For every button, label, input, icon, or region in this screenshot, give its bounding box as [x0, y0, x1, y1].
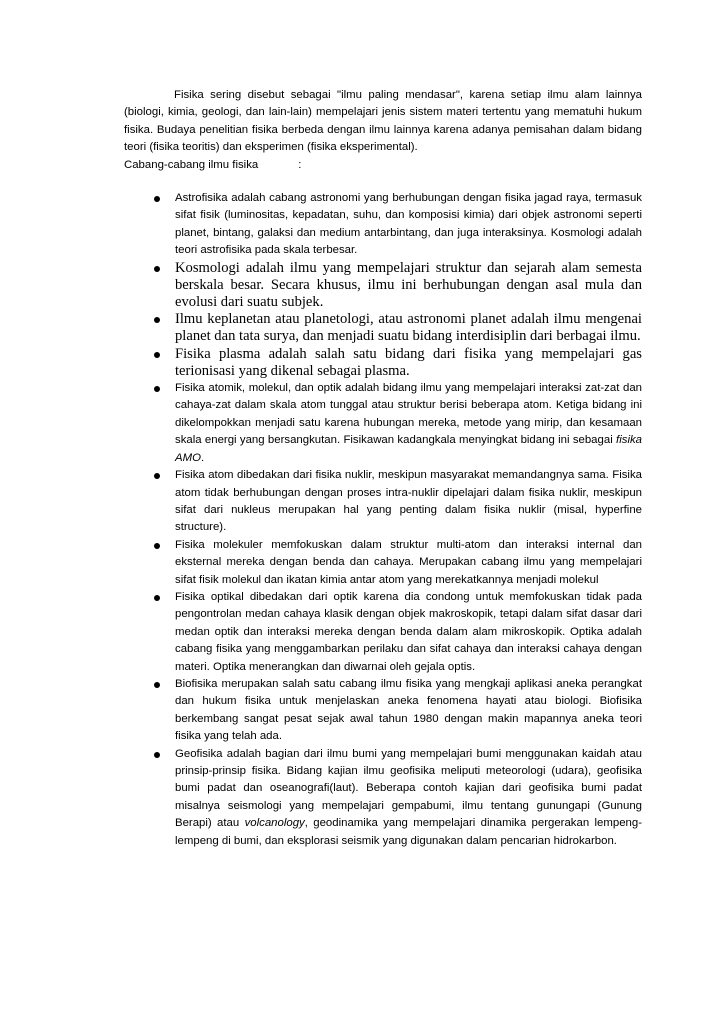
intro-section [124, 87, 642, 157]
branches-heading [124, 157, 642, 174]
list-item-text: Ilmu keplanetan atau planetologi, atau astronomi planet adalah ilmu mengenai planet dan tata surya, dan menjadi suatu bidang interdisiplin dari berbagai ilmu. [175, 311, 642, 345]
list-item-text: Fisika optikal dibedakan dari optik karena dia condong untuk memfokuskan tidak pada pengontrolan medan cahaya klasik dengan objek makroskopik, tetapi dalam sifat dasar dari medan optik dan interaksi mereka dengan benda dalam alam mikroskopik. Optika adalah cabang fisika yang menggambarkan perilaku dan sifat cahaya dan interaksi cahaya dengan materi. Optika menerangkan dan diwarnai oleh gejala optis. [175, 590, 642, 673]
bullet-icon [154, 386, 160, 392]
branches-colon: : [298, 158, 302, 171]
list-item-text: Astrofisika adalah cabang astronomi yang berhubungan dengan fisika jagad raya, termasuk sifat fisik (luminositas, kepadatan, suhu, dan komposisi kimia) dari objek astronomi seperti planet, bintang, galaksi dan medium antarbintang, dan juga interaksinya. Kosmologi adalah teori astrofisika pada skala terbesar. [175, 192, 642, 257]
list-item-keplanetan [124, 311, 642, 345]
list-item-geofisika [124, 746, 642, 850]
bullet-icon [154, 352, 160, 358]
list-item-optikal [124, 589, 642, 676]
list-item-text: Fisika atom dibedakan dari fisika nuklir, meskipun masyarakat memandangnya sama. Fisika atom tidak berhubungan dengan proses intra-nuklir dipelajari dalam fisika nuklir, meskipun sifat dari nukleus merupakan hal yang penting dalam fisika nuklir (misal, hyperfine structure). [175, 469, 642, 534]
list-item-text-after: . [200, 451, 205, 464]
list-item-text: Fisika molekuler memfokuskan dalam struktur multi-atom dan interaksi internal dan eksternal mereka dengan benda dan cahaya. Merupakan cabang ilmu yang mempelajari sifat fisik molekul dan ikatan kimia antar atom yang merekatkannya menjadi molekul [175, 538, 642, 586]
intro-paragraph: Fisika sering disebut sebagai "ilmu paling mendasar", karena setiap ilmu alam lainnya (biologi, kimia, geologi, dan lain-lain) mempelajari jenis sistem materi tertentu yang mematuhi hukum fisika. Budaya penelitian fisika berbeda dengan ilmu lainnya karena adanya pemisahan dalam bidang teori (fisika teoritis) dan eksperimen (fisika eksperimental). [124, 89, 642, 154]
list-item-astrofisika [124, 190, 642, 260]
branches-list [124, 190, 642, 850]
list-item-italic: volcanology [244, 817, 305, 830]
list-item-text-after: , geodinamika yang mempelajari dinamika pergerakan lempeng-lempeng di bumi, dan eksplorasi seismik yang digunakan dalam pencarian hidrokarbon. [175, 817, 642, 847]
bullet-icon [154, 473, 160, 479]
document-body [124, 87, 642, 850]
bullet-icon [154, 317, 160, 323]
list-item-text [175, 382, 642, 464]
list-item-plasma [124, 346, 642, 380]
list-item-kosmologi [124, 260, 642, 312]
bullet-icon [154, 682, 160, 688]
list-item-text: Biofisika merupakan salah satu cabang ilmu fisika yang mengkaji aplikasi aneka perangkat dan hukum fisika untuk menjelaskan aneka fenomena hayati atau biologi. Biofisika berkembang sangat pesat sejak awal tahun 1980 dengan makin mapannya aneka teori fisika yang telah ada. [175, 677, 642, 743]
bullet-icon [154, 543, 160, 549]
list-item-text: Kosmologi adalah ilmu yang mempelajari struktur dan sejarah alam semesta berskala besar. Secara khusus, ilmu ini berhubungan dengan asal mula dan evolusi dari suatu subjek. [175, 259, 642, 311]
bullet-icon [154, 266, 160, 272]
list-item-molekuler [124, 537, 642, 589]
list-item-amo [124, 380, 642, 467]
list-item-text-main: Geofisika adalah bagian dari ilmu bumi yang mempelajari bumi menggunakan kaidah atau prinsip-prinsip fisika. Bidang kajian ilmu geofisika meliputi meteorologi (udara), geofisika bumi padat dan oseanografi(laut). Beberapa contoh kajian dari geofisika bumi padat misalnya seismologi yang mempelajari gempabumi, ilmu tentang gunungapi (Gunung Berapi) atau [175, 747, 642, 830]
list-item-fisika-atom [124, 467, 642, 537]
list-item-text-main: Fisika atomik, molekul, dan optik adalah bidang ilmu yang mempelajari interaksi zat-zat dan cahaya-zat dalam skala atom tunggal atau struktur berisi beberapa atom. Ketiga bidang ini dikelompokkan menjadi satu karena hubungan mereka, metode yang mirip, dan kesamaan skala energi yang bersangkutan. Fisikawan kadangkala menyingkat bidang ini sebagai [175, 382, 642, 447]
list-item-biofisika [124, 676, 642, 746]
list-item-text: Fisika plasma adalah salah satu bidang dari fisika yang mempelajari gas terionisasi yang dikenal sebagai plasma. [175, 345, 642, 379]
list-item-italic: fisika AMO [175, 434, 642, 464]
bullet-icon [154, 752, 160, 758]
branches-label: Cabang-cabang ilmu fisika [124, 158, 259, 171]
bullet-icon [154, 595, 160, 601]
list-item-text [175, 748, 642, 847]
bullet-icon [154, 196, 160, 202]
